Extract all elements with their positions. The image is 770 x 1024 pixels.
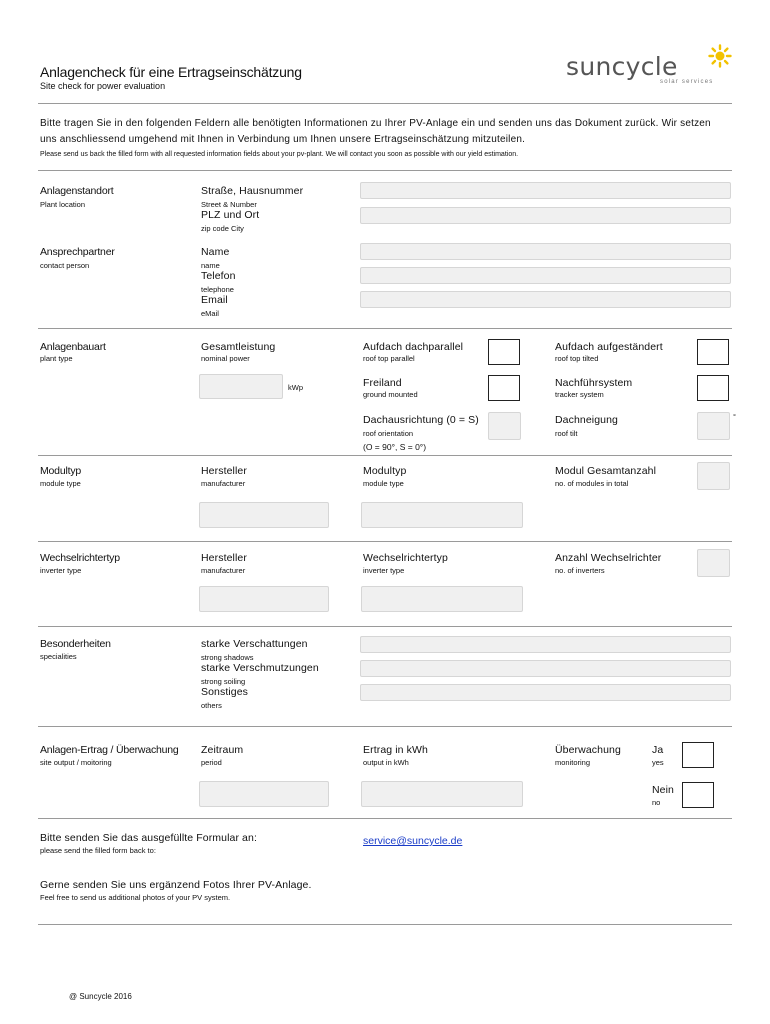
ground-label-en: ground mounted xyxy=(363,390,418,399)
ground-label: Freiland xyxy=(363,377,402,389)
power-unit: kWp xyxy=(288,383,303,392)
zip-label-en: zip code City xyxy=(201,224,244,233)
section-subtitle-plant-type: plant type xyxy=(40,354,73,363)
copyright: @ Suncycle 2016 xyxy=(69,992,132,1001)
inverter-type-label-en: inverter type xyxy=(363,566,405,575)
monitoring-no-label-en: no xyxy=(652,798,661,807)
tilt-field[interactable] xyxy=(697,412,730,440)
section-title-plant-type: Anlagenbauart xyxy=(40,341,106,353)
module-count-label: Modul Gesamtanzahl xyxy=(555,465,657,477)
roof-parallel-label: Aufdach dachparallel xyxy=(363,341,464,353)
phone-label: Telefon xyxy=(201,270,236,282)
module-maker-label-en: manufacturer xyxy=(201,479,246,488)
power-label-en: nominal power xyxy=(201,354,250,363)
period-label: Zeitraum xyxy=(201,744,244,756)
section-title-module: Modultyp xyxy=(40,465,82,477)
monitoring-no-checkbox[interactable] xyxy=(682,782,714,808)
ground-checkbox[interactable] xyxy=(488,375,520,401)
power-label: Gesamtleistung xyxy=(201,341,276,353)
street-label-en: Street & Number xyxy=(201,200,257,209)
period-label-en: period xyxy=(201,758,222,767)
intro-text: Bitte tragen Sie in den folgenden Feldern alle benötigten Informationen zu Ihrer PV-Anlage ein und senden uns das Dokument zurück. Wir setzen uns anschliessend umgehend mit Ihnen in Verbindung um Ihnen unsere Ertragseinschätzung mitzuteilen. xyxy=(40,118,711,145)
module-type-label: Modultyp xyxy=(363,465,407,477)
divider xyxy=(38,541,732,542)
roof-tilted-checkbox[interactable] xyxy=(697,339,729,365)
module-type-field[interactable] xyxy=(361,502,523,528)
page-title: Anlagencheck für eine Ertragseinschätzung xyxy=(40,64,302,80)
photos-text: Gerne senden Sie uns ergänzend Fotos Ihrer PV-Anlage. xyxy=(40,879,312,891)
suncycle-logo xyxy=(566,44,736,88)
soiling-label: starke Verschmutzungen xyxy=(201,662,319,674)
divider xyxy=(38,818,732,819)
roof-parallel-label-en: roof top parallel xyxy=(363,354,415,363)
monitoring-yes-label-en: yes xyxy=(652,758,664,767)
section-title-specialities: Besonderheiten xyxy=(40,638,111,650)
name-label: Name xyxy=(201,246,230,258)
section-subtitle-inverter: inverter type xyxy=(40,566,82,575)
divider xyxy=(38,455,732,456)
divider xyxy=(38,924,732,925)
sun-icon xyxy=(708,44,732,68)
section-subtitle-specialities: specialities xyxy=(40,652,77,661)
send-text-en: please send the filled form back to: xyxy=(40,846,156,855)
send-text: Bitte senden Sie das ausgefüllte Formular an: xyxy=(40,832,257,844)
roof-tilted-label-en: roof top tilted xyxy=(555,354,599,363)
tilt-label: Dachneigung xyxy=(555,414,618,426)
divider xyxy=(38,170,732,171)
shadow-label-en: strong shadows xyxy=(201,653,254,662)
monitoring-label: Überwachung xyxy=(555,744,621,756)
monitoring-no-label: Nein xyxy=(652,784,674,796)
logo-tagline: solar services xyxy=(660,79,714,85)
roof-parallel-checkbox[interactable] xyxy=(488,339,520,365)
orientation-label-en: roof orientation xyxy=(363,429,414,438)
module-maker-field[interactable] xyxy=(199,502,329,528)
other-label-en: others xyxy=(201,701,222,710)
name-field[interactable] xyxy=(360,243,731,260)
email-label: Email xyxy=(201,294,228,306)
section-subtitle-module: module type xyxy=(40,479,81,488)
street-label: Straße, Hausnummer xyxy=(201,185,304,197)
section-subtitle-output: site output / moitoring xyxy=(40,758,112,767)
inverter-count-label: Anzahl Wechselrichter xyxy=(555,552,662,564)
tilt-label-en: roof tilt xyxy=(555,429,578,438)
section-title-contact: Ansprechpartner xyxy=(40,246,115,258)
output-label-en: output in kWh xyxy=(363,758,409,767)
soiling-label-en: strong soiling xyxy=(201,677,246,686)
inverter-count-field[interactable] xyxy=(697,549,730,577)
output-label: Ertrag in kWh xyxy=(363,744,428,756)
shadow-label: starke Verschattungen xyxy=(201,638,308,650)
phone-label-en: telephone xyxy=(201,285,234,294)
email-field[interactable] xyxy=(360,291,731,308)
section-subtitle-contact: contact person xyxy=(40,261,90,270)
shadow-field[interactable] xyxy=(360,636,731,653)
divider xyxy=(38,726,732,727)
inverter-maker-field[interactable] xyxy=(199,586,329,612)
inverter-type-field[interactable] xyxy=(361,586,523,612)
section-title-location: Anlagenstandort xyxy=(40,185,114,197)
monitoring-label-en: monitoring xyxy=(555,758,591,767)
intro-text-en: Please send us back the filled form with all requested information fields about your pv-plant. We will contact you soon as possible with our yield estimation. xyxy=(40,151,519,158)
section-title-inverter: Wechselrichtertyp xyxy=(40,552,120,564)
orientation-label: Dachausrichtung (0 = S) xyxy=(363,414,479,426)
email-label-en: eMail xyxy=(201,309,219,318)
logo-word: suncycle xyxy=(566,52,678,81)
zip-city-field[interactable] xyxy=(360,207,731,224)
tracker-label: Nachführsystem xyxy=(555,377,633,389)
divider xyxy=(38,328,732,329)
module-type-label-en: module type xyxy=(363,479,404,488)
power-field[interactable] xyxy=(199,374,283,399)
street-field[interactable] xyxy=(360,182,731,199)
name-label-en: name xyxy=(201,261,220,270)
soiling-field[interactable] xyxy=(360,660,731,677)
other-field[interactable] xyxy=(360,684,731,701)
monitoring-yes-label: Ja xyxy=(652,744,664,756)
divider xyxy=(38,626,732,627)
output-field[interactable] xyxy=(361,781,523,807)
monitoring-yes-checkbox[interactable] xyxy=(682,742,714,768)
other-label: Sonstiges xyxy=(201,686,249,698)
divider xyxy=(38,103,732,104)
orientation-hint: (O = 90°, S = 0°) xyxy=(363,442,427,452)
period-field[interactable] xyxy=(199,781,329,807)
page-subtitle: Site check for power evaluation xyxy=(40,81,166,91)
section-subtitle-location: Plant location xyxy=(40,200,86,209)
orientation-field[interactable] xyxy=(488,412,521,440)
module-count-field[interactable] xyxy=(697,462,730,490)
tracker-label-en: tracker system xyxy=(555,390,604,399)
inverter-type-label: Wechselrichtertyp xyxy=(363,552,448,564)
section-title-output: Anlagen-Ertrag / Überwachung xyxy=(40,744,179,756)
zip-label: PLZ und Ort xyxy=(201,209,260,221)
inverter-count-label-en: no. of inverters xyxy=(555,566,605,575)
inverter-maker-label: Hersteller xyxy=(201,552,247,564)
phone-field[interactable] xyxy=(360,267,731,284)
inverter-maker-label-en: manufacturer xyxy=(201,566,246,575)
roof-tilted-label: Aufdach aufgeständert xyxy=(555,341,663,353)
module-maker-label: Hersteller xyxy=(201,465,247,477)
tracker-checkbox[interactable] xyxy=(697,375,729,401)
service-email-link[interactable]: service@suncycle.de xyxy=(363,835,463,847)
photos-text-en: Feel free to send us additional photos of your PV system. xyxy=(40,893,231,902)
tilt-unit: ° xyxy=(733,412,736,421)
module-count-label-en: no. of modules in total xyxy=(555,479,629,488)
